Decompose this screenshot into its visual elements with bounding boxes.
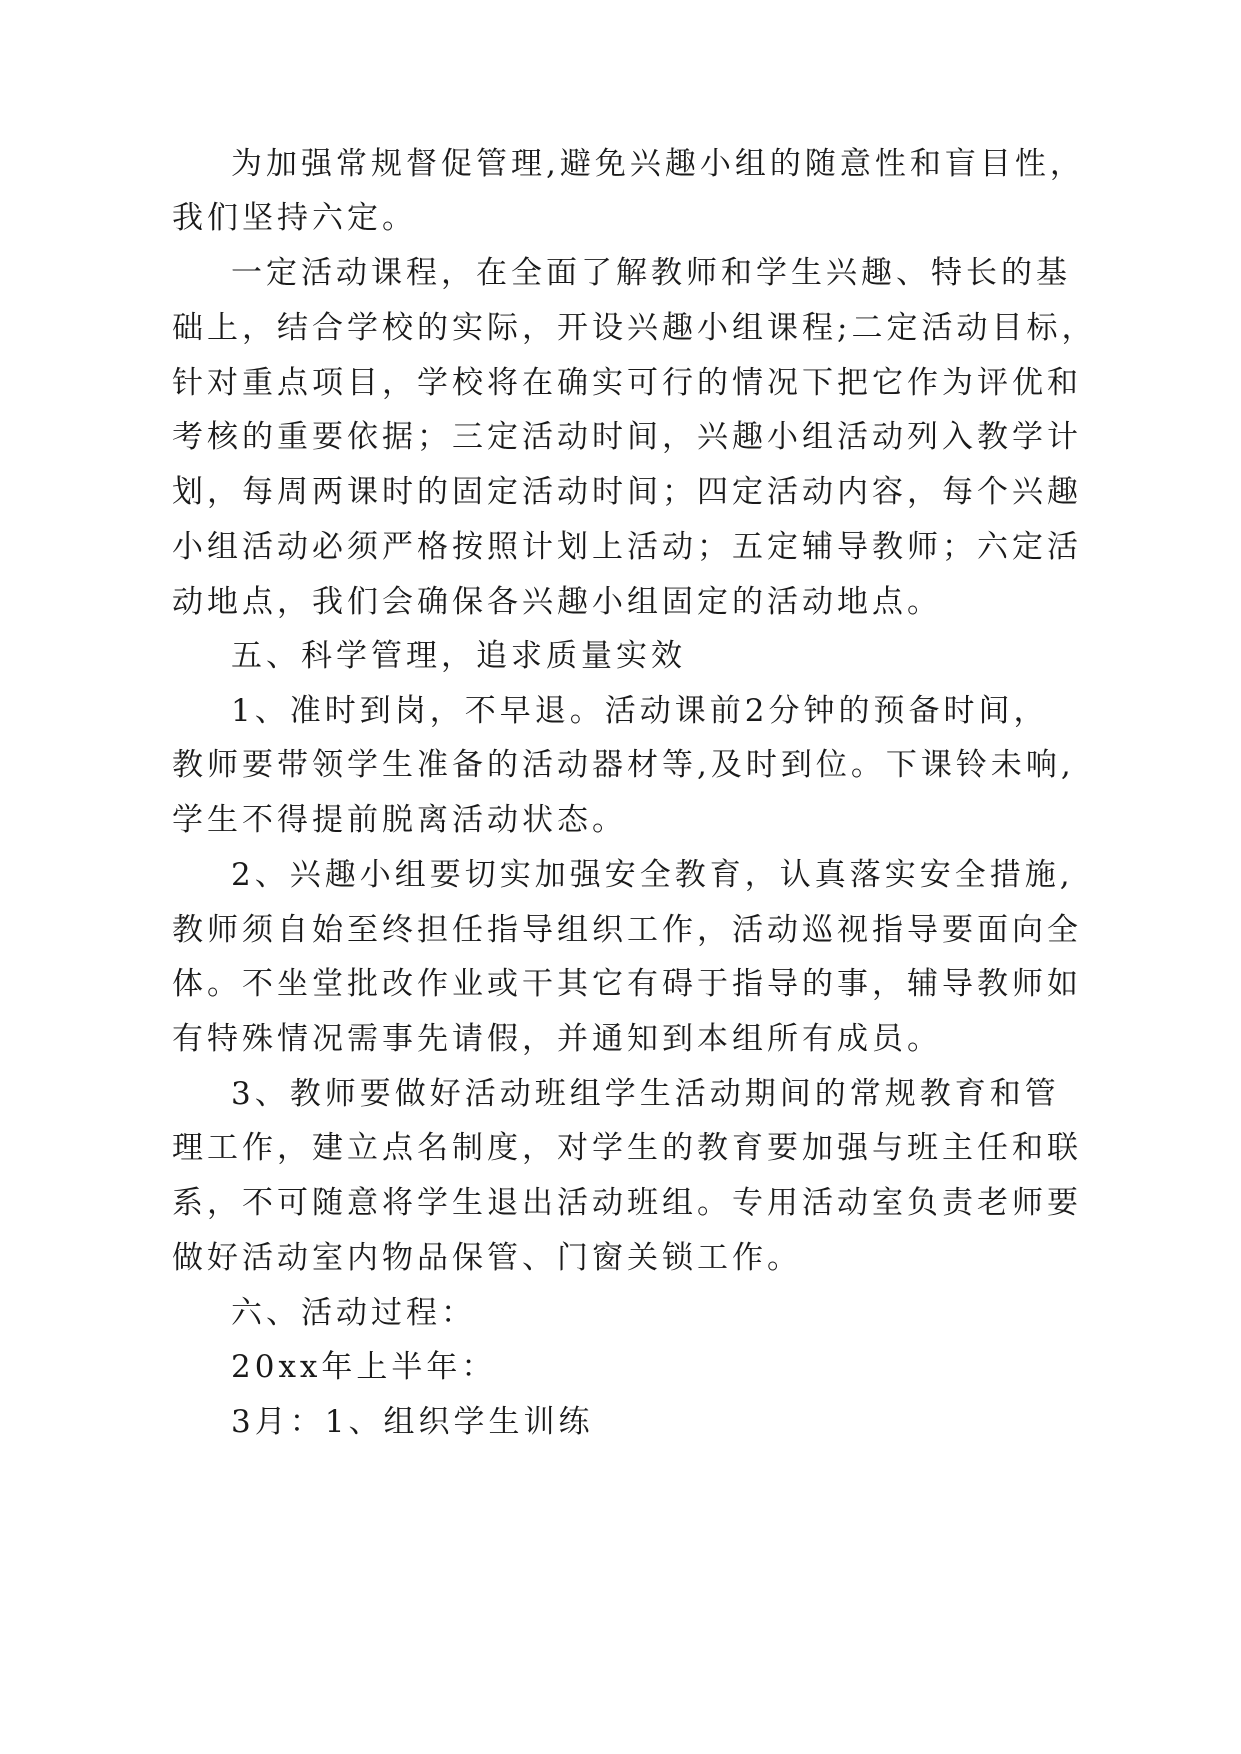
text-line: 小组活动必须严格按照计划上活动；五定辅导教师；六定活 bbox=[172, 529, 1082, 565]
text-line: 一定活动课程，在全面了解教师和学生兴趣、特长的基 bbox=[231, 255, 1071, 291]
text-line: 划，每周两课时的固定活动时间；四定活动内容，每个兴趣 bbox=[172, 474, 1082, 510]
text-line: 我们坚持六定。 bbox=[172, 200, 417, 236]
text-line: 础上，结合学校的实际，开设兴趣小组课程;二定活动目标， bbox=[172, 310, 1097, 346]
text-line: 有特殊情况需事先请假，并通知到本组所有成员。 bbox=[172, 1021, 942, 1057]
text-line: 3、教师要做好活动班组学生活动期间的常规教育和管 bbox=[231, 1076, 1060, 1112]
text-line: 为加强常规督促管理,避免兴趣小组的随意性和盲目性， bbox=[231, 146, 1085, 182]
text-line: 体。不坐堂批改作业或干其它有碍于指导的事，辅导教师如 bbox=[172, 966, 1082, 1002]
text-line: 针对重点项目，学校将在确实可行的情况下把它作为评优和 bbox=[172, 365, 1082, 401]
text-line: 20xx年上半年： bbox=[231, 1349, 497, 1385]
text-line: 做好活动室内物品保管、门窗关锁工作。 bbox=[172, 1240, 802, 1276]
text-line: 教师须自始至终担任指导组织工作，活动巡视指导要面向全 bbox=[172, 912, 1082, 948]
text-line: 2、兴趣小组要切实加强安全教育，认真落实安全措施, bbox=[231, 857, 1074, 893]
text-line: 考核的重要依据；三定活动时间，兴趣小组活动列入教学计 bbox=[172, 419, 1082, 455]
text-line: 1、准时到岗，不早退。活动课前2分钟的预备时间， bbox=[231, 693, 1049, 729]
section-heading: 六、活动过程： bbox=[231, 1295, 476, 1331]
text-line: 学生不得提前脱离活动状态。 bbox=[172, 802, 627, 838]
text-line: 3月：1、组织学生训练 bbox=[231, 1404, 594, 1440]
text-line: 理工作，建立点名制度，对学生的教育要加强与班主任和联 bbox=[172, 1130, 1082, 1166]
text-line: 教师要带领学生准备的活动器材等,及时到位。下课铃未响, bbox=[172, 747, 1075, 783]
text-line: 系，不可随意将学生退出活动班组。专用活动室负责老师要 bbox=[172, 1185, 1082, 1221]
text-line: 动地点，我们会确保各兴趣小组固定的活动地点。 bbox=[172, 584, 942, 620]
section-heading: 五、科学管理，追求质量实效 bbox=[231, 638, 686, 674]
